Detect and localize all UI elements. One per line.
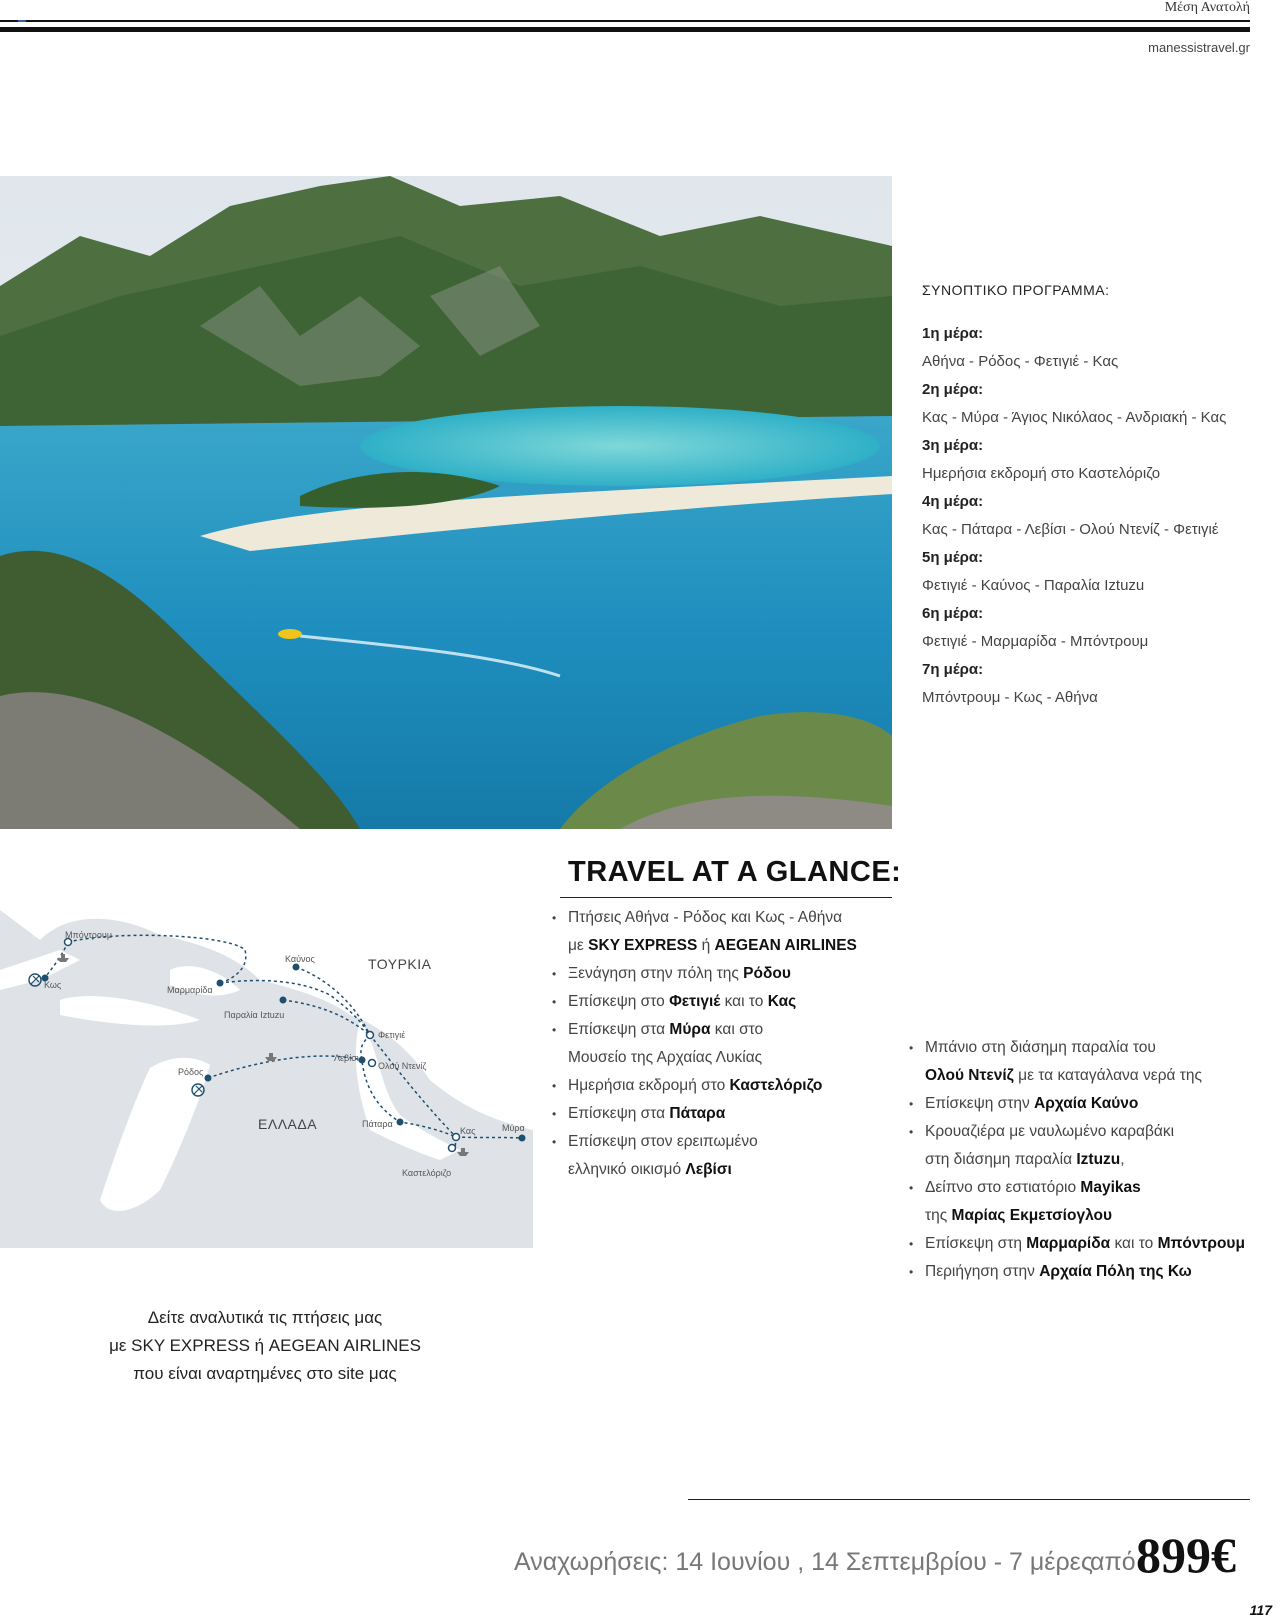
map-country-greece: ΕΛΛΑΔΑ — [258, 1116, 318, 1132]
map-label-bodrum: Μπόντρουμ — [65, 930, 112, 940]
ship-icon — [457, 1148, 469, 1156]
map-label-oludeniz: Ολού Ντενίζ — [378, 1061, 427, 1071]
header-rule-thick — [0, 27, 1250, 32]
itinerary-day-route: Φετιγιέ - Μαρμαρίδα - Μπόντρουμ — [922, 633, 1149, 650]
bullet-text: Περιήγηση στην — [925, 1263, 1040, 1280]
map-label-patara: Πάταρα — [362, 1119, 393, 1129]
bullet-text: με τα καταγάλανα νερά της — [1013, 1067, 1203, 1084]
map-label-kastellorizo: Καστελόριζο — [402, 1168, 452, 1178]
map-label-fethiye: Φετιγιέ — [378, 1030, 406, 1040]
bullet-text: Κρουαζιέρα με ναυλωμένο καραβάκι — [925, 1123, 1175, 1140]
glance-item — [552, 1072, 882, 1100]
glance-item — [909, 1258, 1249, 1286]
highlight-text: Αρχαία Πόλη της Κω — [1039, 1263, 1192, 1280]
bullet-text: με — [568, 937, 589, 954]
itinerary-day-label: 4η μέρα: — [922, 493, 984, 510]
bullet-text: ή — [697, 937, 715, 954]
lagoon-photo — [0, 176, 892, 829]
bullet-text: ελληνικό οικισμό — [568, 1161, 686, 1178]
bullet-text: Ξενάγηση στην πόλη της — [568, 965, 744, 982]
highlight-text: Καστελόριζο — [729, 1077, 823, 1094]
glance-item — [552, 1128, 882, 1184]
bullet-text: Επίσκεψη στα — [568, 1105, 670, 1122]
flights-note-line: Δείτε αναλυτικά τις πτήσεις μας — [147, 1308, 383, 1327]
bullet-text: και το — [1110, 1235, 1158, 1252]
ship-icon — [265, 1053, 277, 1061]
map-country-turkey: ΤΟΥΡΚΙΑ — [368, 956, 432, 972]
highlight-text: Μπόντρουμ — [1157, 1235, 1245, 1252]
bullet-text: Επίσκεψη στη — [925, 1235, 1027, 1252]
itinerary-day-route: Φετιγιέ - Καύνος - Παραλία Iztuzu — [922, 577, 1145, 594]
bullet-text: Μπάνιο στη διάσημη παραλία του — [925, 1039, 1156, 1056]
map-label-kos: Κως — [44, 980, 62, 990]
glance-item — [909, 1090, 1249, 1118]
bullet-text: , — [1120, 1151, 1125, 1168]
highlight-text: Ρόδου — [743, 965, 791, 982]
site-url[interactable]: manessistravel.gr — [1148, 40, 1250, 55]
highlight-text: Φετιγιέ — [669, 993, 721, 1010]
bullet-text: Μουσείο της Αρχαίας Λυκίας — [568, 1049, 763, 1066]
highlight-text: AEGEAN AIRLINES — [714, 937, 857, 954]
glance-item — [909, 1230, 1249, 1258]
bullet-text: στη διάσημη παραλία — [925, 1151, 1077, 1168]
bullet-text: της — [925, 1207, 952, 1224]
itinerary-day-label: 7η μέρα: — [922, 661, 984, 678]
highlight-text: Μύρα — [669, 1021, 711, 1038]
glance-item — [552, 1016, 882, 1072]
route-map — [0, 850, 533, 1248]
highlight-text: Πάταρα — [669, 1105, 726, 1122]
highlight-text: Mayikas — [1080, 1179, 1141, 1196]
highlight-text: Αρχαία Καύνο — [1034, 1095, 1139, 1112]
bullet-text: Δείπνο στο εστιατόριο — [925, 1179, 1081, 1196]
itinerary-day-route: Ημερήσια εκδρομή στο Καστελόριζο — [922, 465, 1161, 482]
bullet-text: Επίσκεψη στο — [568, 993, 670, 1010]
glance-item — [909, 1034, 1249, 1090]
glance-list-left — [552, 904, 882, 1184]
rhodes-land — [100, 1058, 210, 1211]
itinerary-day-label: 3η μέρα: — [922, 437, 984, 454]
bullet-text: Ημερήσια εκδρομή στο — [568, 1077, 730, 1094]
bullet-text: και στο — [710, 1021, 764, 1038]
itinerary-day-label: 1η μέρα: — [922, 325, 984, 342]
map-label-marmaris: Μαρμαρίδα — [167, 985, 213, 995]
page-number: 117 — [1249, 1602, 1272, 1618]
highlight-text: Λεβίσι — [685, 1161, 732, 1178]
bullet-text: Επίσκεψη στην — [925, 1095, 1035, 1112]
glance-item — [909, 1174, 1249, 1230]
highlight-text: Ολού Ντενίζ — [925, 1067, 1014, 1084]
price-prefix: από — [1090, 1548, 1136, 1576]
section-name: Μέση Ανατολή — [1164, 0, 1250, 15]
itinerary-day-label: 2η μέρα: — [922, 381, 984, 398]
map-label-iztuzu: Παραλία Iztuzu — [224, 1010, 285, 1020]
glance-item — [552, 1100, 882, 1128]
header-accent — [18, 20, 26, 22]
itinerary-day-route: Κας - Πάταρα - Λεβίσι - Ολού Ντενίζ - Φετιγιέ — [922, 521, 1219, 538]
turkey-land — [0, 850, 533, 1130]
highlight-text: SKY EXPRESS — [588, 937, 698, 954]
glance-list-right — [909, 1034, 1249, 1286]
flights-note-line: που είναι αναρτημένες στο site μας — [133, 1364, 397, 1383]
footer-rule — [688, 1499, 1250, 1500]
map-label-myra: Μύρα — [502, 1123, 525, 1133]
itinerary — [922, 282, 1262, 712]
map-label-kaunos: Καύνος — [285, 954, 315, 964]
bullet-text: Πτήσεις Αθήνα - Ρόδος και Κως - Αθήνα — [568, 909, 843, 926]
itinerary-day-label: 5η μέρα: — [922, 549, 984, 566]
glance-title: TRAVEL AT A GLANCE: — [568, 856, 902, 888]
highlight-text: Μαρίας Εκμετσίογλου — [951, 1207, 1112, 1224]
itinerary-day-label: 6η μέρα: — [922, 605, 984, 622]
bullet-text: Επίσκεψη στα — [568, 1021, 670, 1038]
flights-note-line: με SKY EXPRESS ή AEGEAN AIRLINES — [109, 1336, 421, 1355]
glance-item — [552, 960, 882, 988]
itinerary-day-route: Κας - Μύρα - Άγιος Νικόλαος - Ανδριακή - Κας — [922, 409, 1227, 426]
flights-note — [80, 1304, 450, 1388]
map-label-kas: Κας — [460, 1126, 476, 1136]
bullet-text: και το — [720, 993, 768, 1010]
header-rule-thin — [0, 20, 1250, 22]
price: 899€ — [1136, 1527, 1236, 1583]
highlight-text: Iztuzu — [1076, 1151, 1121, 1168]
departures: Αναχωρήσεις: 14 Ιουνίου , 14 Σεπτεμβρίου - 7 μέρες — [514, 1548, 1093, 1576]
highlight-text: Μαρμαρίδα — [1026, 1235, 1111, 1252]
map-label-rhodes: Ρόδος — [178, 1067, 204, 1077]
highlight-text: Κας — [767, 993, 797, 1010]
itinerary-day-route: Μπόντρουμ - Κως - Αθήνα — [922, 689, 1098, 706]
bullet-text: Επίσκεψη στον ερειπωμένο — [568, 1133, 758, 1150]
glance-item — [552, 904, 882, 960]
glance-rule — [560, 897, 892, 898]
itinerary-title: ΣΥΝΟΠΤΙΚΟ ΠΡΟΓΡΑΜΜΑ: — [922, 282, 1110, 298]
glance-item — [552, 988, 882, 1016]
itinerary-day-route: Αθήνα - Ρόδος - Φετιγιέ - Κας — [922, 353, 1119, 370]
glance-item — [909, 1118, 1249, 1174]
map-label-levisi: Λεβίσι — [334, 1053, 359, 1063]
